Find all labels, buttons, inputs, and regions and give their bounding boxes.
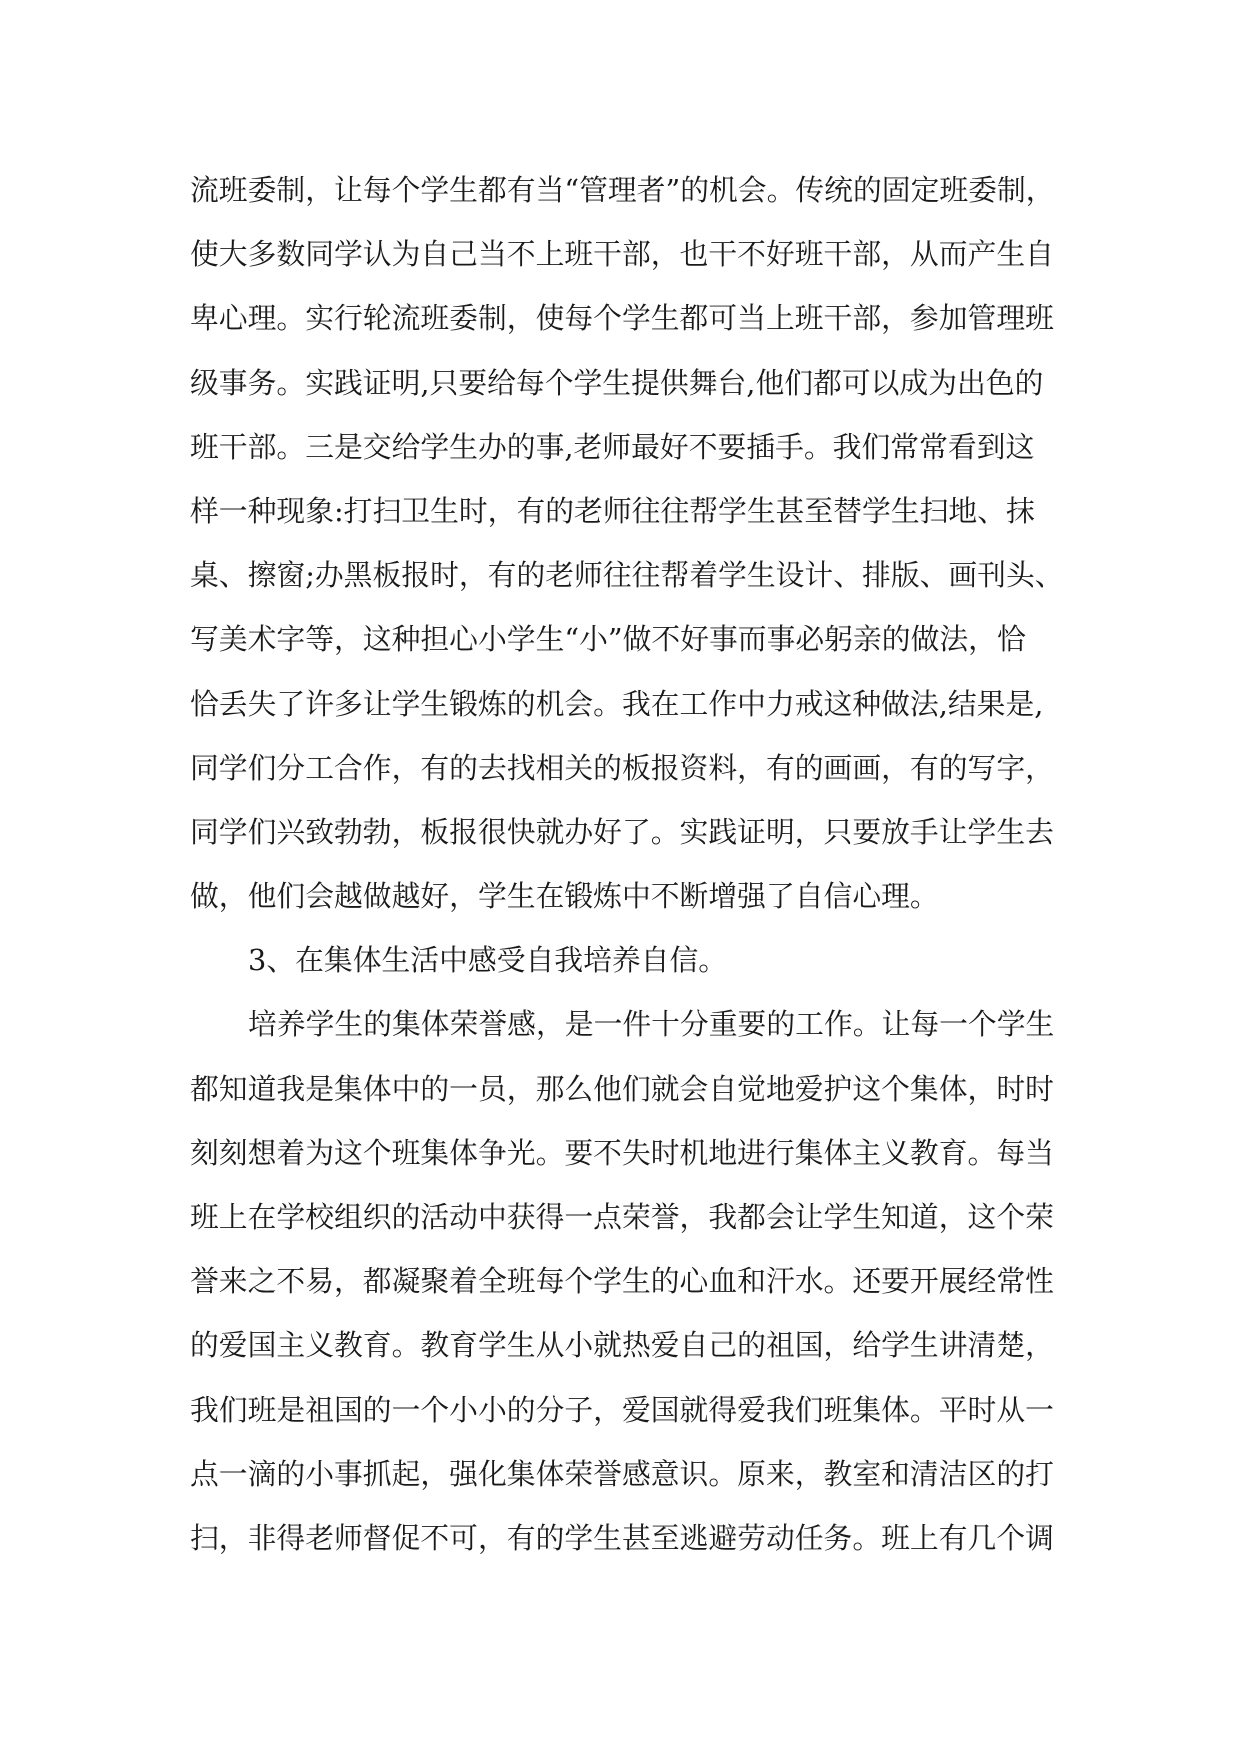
text-line: 点一滴的小事抓起，强化集体荣誉感意识。原来，教室和清洁区的打 — [190, 1456, 1054, 1491]
text-line: 写美术字等，这种担心小学生“小”做不好事而事必躬亲的做法，恰 — [190, 622, 1026, 657]
section-heading: 3、在集体生活中感受自我培养自信。 — [248, 943, 728, 978]
text-line: 做，他们会越做越好，学生在锻炼中不断增强了自信心理。 — [190, 879, 939, 914]
text-line: 同学们分工合作，有的去找相关的板报资料，有的画画，有的写字， — [190, 750, 1054, 785]
text-line: 扫，非得老师督促不可，有的学生甚至逃避劳动任务。班上有几个调 — [190, 1520, 1054, 1555]
text-line: 桌、擦窗;办黑板报时，有的老师往往帮着学生设计、排版、画刊头、 — [190, 558, 1064, 593]
text-line: 同学们兴致勃勃，板报很快就办好了。实践证明，只要放手让学生去 — [190, 814, 1054, 849]
text-line: 誉来之不易，都凝聚着全班每个学生的心血和汗水。还要开展经常性 — [190, 1264, 1054, 1299]
text-line: 班干部。三是交给学生办的事,老师最好不要插手。我们常常看到这 — [190, 429, 1035, 464]
text-line: 班上在学校组织的活动中获得一点荣誉，我都会让学生知道，这个荣 — [190, 1200, 1054, 1234]
paragraph-first-line: 培养学生的集体荣誉感，是一件十分重要的工作。让每一个学生 — [248, 1007, 1055, 1042]
text-line: 恰丢失了许多让学生锻炼的机会。我在工作中力戒这种做法,结果是, — [190, 686, 1044, 721]
text-line: 的爱国主义教育。教育学生从小就热爱自己的祖国，给学生讲清楚， — [190, 1328, 1054, 1363]
document-page — [190, 158, 1064, 1570]
text-line: 卑心理。实行轮流班委制，使每个学生都可当上班干部，参加管理班 — [190, 301, 1054, 336]
text-line: 流班委制，让每个学生都有当“管理者”的机会。传统的固定班委制， — [190, 173, 1055, 207]
text-line: 都知道我是集体中的一员，那么他们就会自觉地爱护这个集体，时时 — [190, 1071, 1054, 1106]
text-line: 级事务。实践证明,只要给每个学生提供舞台,他们都可以成为出色的 — [190, 365, 1044, 400]
text-line: 使大多数同学认为自己当不上班干部，也干不好班干部，从而产生自 — [190, 237, 1054, 272]
text-line: 刻刻想着为这个班集体争光。要不失时机地进行集体主义教育。每当 — [190, 1135, 1054, 1170]
text-line: 样一种现象:打扫卫生时，有的老师往往帮学生甚至替学生扫地、抹 — [190, 493, 1035, 528]
text-line: 我们班是祖国的一个小小的分子，爱国就得爱我们班集体。平时从一 — [190, 1392, 1054, 1427]
